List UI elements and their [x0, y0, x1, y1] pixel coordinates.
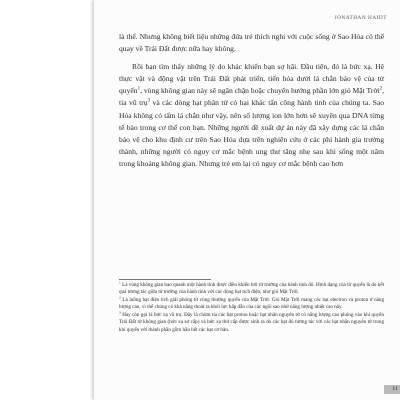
footnote-number: 2 [119, 295, 121, 300]
footnote [119, 312, 384, 333]
body-text [119, 31, 384, 170]
footnote-text: Hay còn gọi là bức xạ vũ trụ. Đây là chùm tia các hạt proton hoặc hạt nhân nguyên tử có năng lượng cao phóng vào khí quyển Trái Đất từ không gian (bức xạ sơ cấp) và bức xạ thứ cấp được sinh ra do các hạt đó tương tác với các hạt nhân nguyên tử trong khí quyển với thành phần gồm hầu hết các hạt cơ bản. [119, 312, 384, 333]
footnote-marker: 1 [137, 86, 141, 92]
footnote-text: Là luồng hạt điện tích giải phóng từ vùng thượng quyển của Mặt Trời. Gió Mặt Trời mang các hạt electron và proton ở năng lượng cao, vì thế chúng có khả năng thoát ra khỏi lực hấp dẫn của các ngôi sao nhờ năng lượng nhiệt cao này. [119, 297, 384, 311]
paragraph-continuation: là thế. Nhưng không biết liệu những đứa trẻ thích nghi với cuộc sống ở Sao Hỏa có thể quay về Trái Đất được nữa hay không. [119, 32, 384, 54]
book-page [94, 0, 400, 400]
footnote-marker: 2 [379, 86, 383, 92]
footnote-text: Là vùng không gian bao quanh một hành tinh được điều khiển bởi từ trường của hành tinh đó. Hình dạng của từ quyển là do kết quả tương tác giữa từ trường của hành tinh với các dòng hạt tích điện, như gió Mặt Trời. [119, 282, 384, 296]
footnotes [119, 282, 384, 335]
footnote [119, 297, 384, 311]
paragraph-text: , tia vũ trụ [119, 86, 384, 108]
footnote [119, 282, 384, 296]
paragraph-text: Rồi bạn tìm thấy những lý do khác khiến bạn sợ hãi. Đầu tiên, đó là bức xạ. Hệ thực vật và động vật trên Trái Đất phát triển, tiến hóa dưới lá chắn bảo vệ của từ quyển [119, 62, 384, 96]
running-header: JONATHAN HAIDT [334, 15, 387, 21]
footnote-marker: 3 [147, 98, 151, 104]
paragraph-radiation [119, 61, 384, 170]
paragraph-text: , vùng không gian này sẽ ngăn chặn hoặc chuyển hướng phần lớn gió Mặt Trời [140, 86, 380, 96]
footnote-number: 1 [119, 280, 121, 285]
footnote-number: 3 [119, 310, 121, 315]
paragraph-text: và các dòng hạt phân tử có hại khác tấn công hành tinh của chúng ta. Sao Hỏa không có tấm lá chắn như vậy, nên số lượng ion lớn hơn sẽ xuyên qua DNA từng tế bào trong cơ thể con bạn. Những người đề xuất dự án này đã xây dựng các lá chắn bảo vệ cho khu định cư trên Sao Hỏa dựa trên nghiên cứu ở các phi hành gia trưởng thành, những người có nguy cơ mắc bệnh ung thư tăng nhẹ sau khi sống một năm trong khoảng không gian. Nhưng trẻ em lại có nguy cơ mắc bệnh cao hơn [119, 98, 384, 168]
page-number: 11 [384, 385, 400, 394]
footnote-divider [119, 279, 211, 280]
